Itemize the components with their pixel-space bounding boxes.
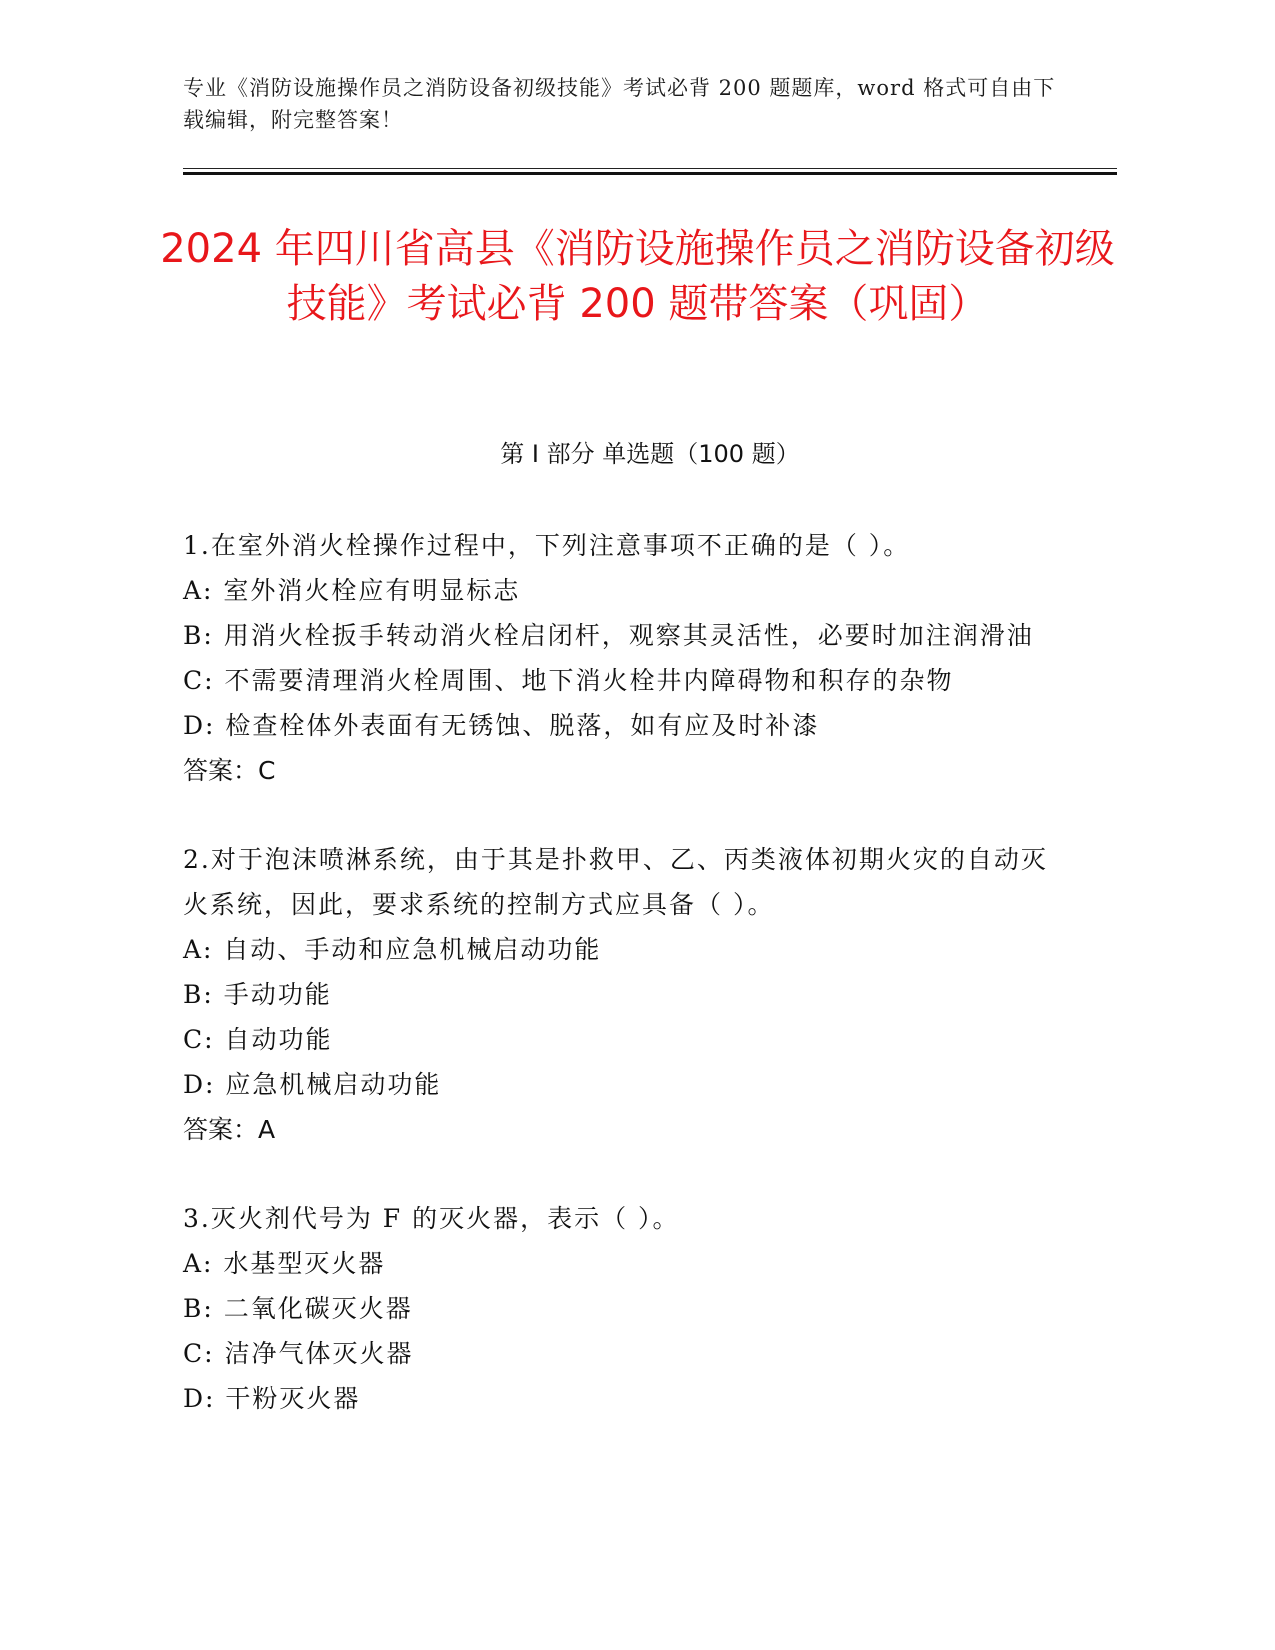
question-stem: 3.灭火剂代号为 F 的灭火器，表示（ ）。 — [183, 1204, 680, 1233]
question-3 — [183, 1196, 1063, 1421]
header-divider-thin — [183, 168, 1117, 169]
answer: 答案：C — [183, 756, 276, 785]
question-stem: 2.对于泡沫喷淋系统，由于其是扑救甲、乙、丙类液体初期火灾的自动灭火系统，因此，要求系统的控制方式应具备（ ）。 — [183, 845, 1048, 919]
option-a: A: 室外消火栓应有明显标志 — [183, 576, 521, 605]
header-divider-thick — [183, 172, 1117, 175]
question-stem: 1.在室外消火栓操作过程中，下列注意事项不正确的是（ ）。 — [183, 531, 911, 560]
option-a: A: 水基型灭火器 — [183, 1249, 386, 1278]
option-c: C: 洁净气体灭火器 — [183, 1339, 414, 1368]
option-c: C: 不需要清理消火栓周围、地下消火栓井内障碍物和积存的杂物 — [183, 666, 954, 695]
option-b: B: 手动功能 — [183, 980, 332, 1009]
question-list — [183, 523, 1063, 1465]
option-d: D: 干粉灭火器 — [183, 1384, 361, 1413]
option-b: B: 用消火栓扳手转动消火栓启闭杆，观察其灵活性，必要时加注润滑油 — [183, 621, 1034, 650]
question-2 — [183, 837, 1063, 1152]
option-a: A: 自动、手动和应急机械启动功能 — [183, 935, 602, 964]
option-b: B: 二氧化碳灭火器 — [183, 1294, 413, 1323]
option-d: D: 检查栓体外表面有无锈蚀、脱落，如有应及时补漆 — [183, 711, 820, 740]
option-d: D: 应急机械启动功能 — [183, 1070, 442, 1099]
answer: 答案：A — [183, 1115, 276, 1144]
question-1 — [183, 523, 1063, 793]
document-title: 2024 年四川省高县《消防设施操作员之消防设备初级技能》考试必背 200 题带答案（巩固） — [160, 226, 1115, 327]
option-c: C: 自动功能 — [183, 1025, 333, 1054]
header-note: 专业《消防设施操作员之消防设备初级技能》考试必背 200 题题库，word 格式可自由下载编辑，附完整答案！ — [183, 76, 1056, 132]
section-title: 第 I 部分 单选题（100 题） — [500, 440, 800, 468]
